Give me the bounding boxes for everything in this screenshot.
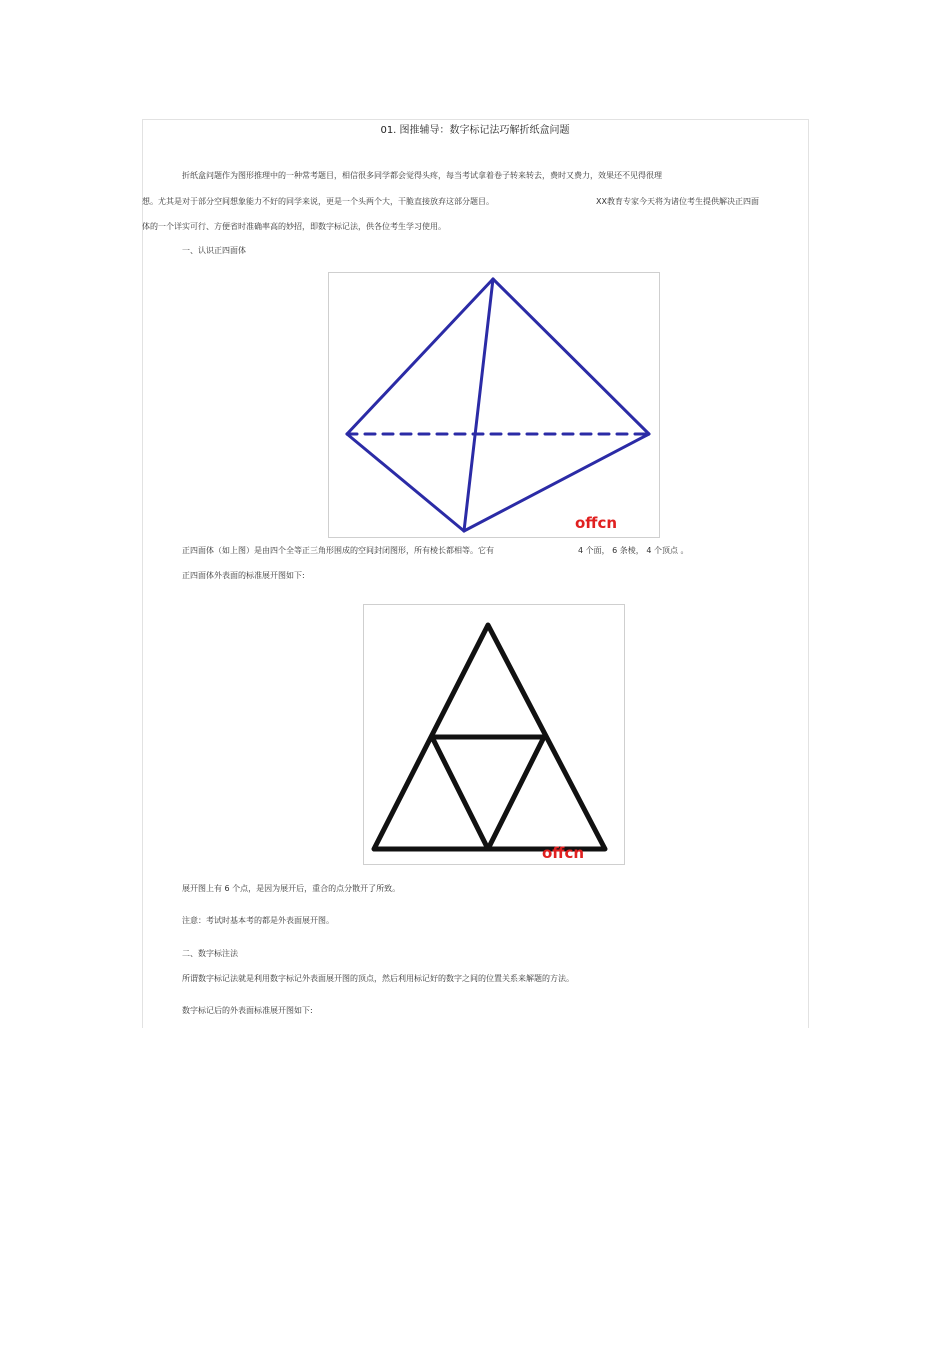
six-points-text: 展开图上有 6 个点，是因为展开后，重合的点分散开了所致。	[182, 884, 401, 893]
note-text: 注意：考试时基本考的都是外表面展开图。	[182, 916, 334, 925]
tetrahedron-drawing	[329, 273, 659, 537]
tetra-edge-top-right	[493, 279, 649, 434]
section2-heading: 二、数字标注法	[182, 949, 238, 958]
offcn-watermark-1: offcn	[575, 514, 618, 532]
offcn-watermark-2: offcn	[542, 844, 585, 862]
document-title: 01. 图推辅导：数字标记法巧解折纸盒问题	[380, 125, 570, 136]
tetra-edge-top-left	[347, 279, 493, 434]
intro-line-1: 折纸盒问题作为图形推理中的一种常考题目，相信很多同学都会觉得头疼，每当考试拿着卷子转来转去，费时又费力，效果还不见得很理	[182, 171, 662, 180]
intro-line-2b: XX教育专家今天将为诸位考生提供解决正四面	[596, 197, 759, 206]
section2-description: 所谓数字标记法就是利用数字标记外表面展开图的顶点，然后利用标记好的数字之间的位置关系来解题的方法。	[182, 974, 574, 983]
net-figure	[363, 604, 625, 865]
section1-heading: 一、认识正四面体	[182, 246, 246, 255]
tetrahedron-description: 正四面体（如上图）是由四个全等正三角形围成的空间封闭图形，所有棱长都相等。它有	[182, 546, 494, 555]
section2-after: 数字标记后的外表面标准展开图如下:	[182, 1006, 313, 1015]
tetrahedron-figure	[328, 272, 660, 538]
unfold-intro: 正四面体外表面的标准展开图如下:	[182, 571, 305, 580]
net-inner-triangle	[432, 737, 544, 849]
net-drawing	[364, 605, 624, 864]
tetrahedron-counts: 4 个面， 6 条棱， 4 个顶点 。	[578, 546, 689, 555]
intro-line-3: 体的一个详实可行、方便省时准确率高的妙招，即数字标记法，供各位考生学习使用。	[142, 222, 446, 231]
tetra-edge-right-bottom	[464, 434, 649, 531]
tetra-edge-top-bottom	[464, 279, 493, 531]
tetra-edge-left-bottom	[347, 434, 464, 531]
intro-line-2a: 想。尤其是对于部分空间想象能力不好的同学来说，更是一个头两个大，干脆直接放弃这部分题目。	[142, 197, 494, 206]
